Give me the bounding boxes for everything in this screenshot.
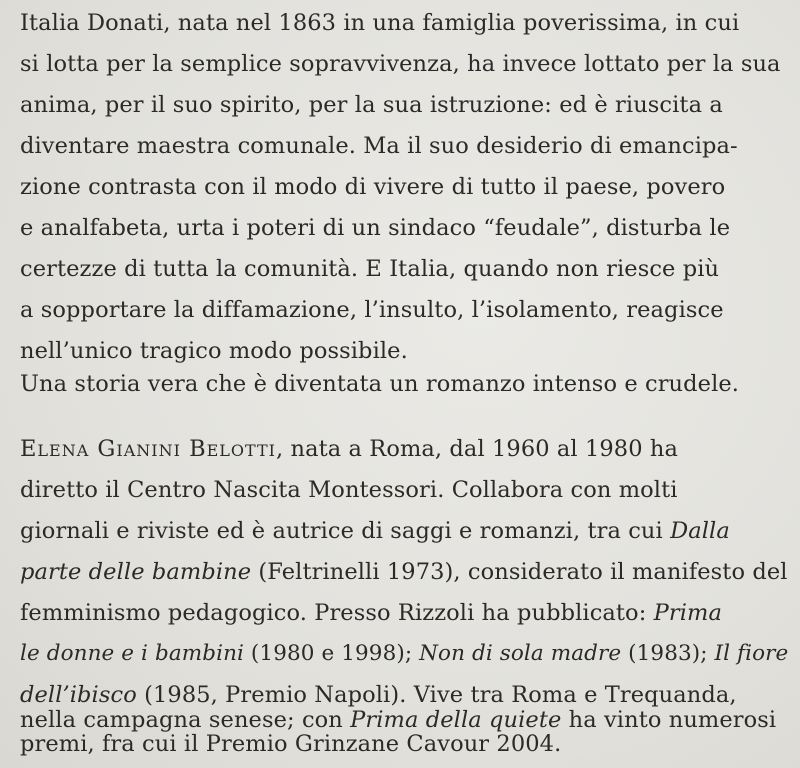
book-title: Non di sola madre [419,641,622,666]
synopsis-line: anima, per il suo spirito, per la sua istruzione: ed è riuscita a [20,92,723,118]
book-title: Prima [653,600,722,626]
bio-line [20,639,788,669]
bio-text: giornali e riviste ed è autrice di saggi e romanzi, tra cui [20,518,663,544]
author-name: Elena Gianini Belotti [20,436,276,462]
synopsis-tagline: Una storia vera che è diventata un romanzo intenso e crudele. [20,371,740,397]
bio-line: diretto il Centro Nascita Montessori. Collabora con molti [20,477,678,503]
synopsis-line: certezze di tutta la comunità. E Italia, quando non riesce più [20,256,720,282]
synopsis-line: diventare maestra comunale. Ma il suo desiderio di emancipa- [20,133,738,159]
synopsis-line: Italia Donati, nata nel 1863 in una famiglia poverissima, in cui [20,10,740,36]
bio-line: premi, fra cui il Premio Grinzane Cavour 2004. [20,731,562,757]
bio-text: ha vinto numerosi [561,707,777,733]
book-title: dell’ibisco [20,682,137,708]
bio-line [20,557,788,587]
synopsis-line: a sopportare la diffamazione, l’insulto, l’isolamento, reagisce [20,297,724,323]
bio-line [20,598,722,628]
book-title: parte delle bambine [20,559,252,585]
bio-line [20,516,730,546]
book-title: Il fiore [714,641,789,666]
book-title: Prima della quiete [350,707,562,733]
book-title: le donne e i bambini [20,641,244,666]
bio-line [20,434,678,464]
bio-text: nella campagna senese; con [20,707,351,733]
bio-text: (1983); [621,641,715,666]
bio-text: (1985, Premio Napoli). Vive tra Roma e Trequanda, [136,682,737,708]
synopsis-line: zione contrasta con il modo di vivere di tutto il paese, povero [20,174,726,200]
bio-text: femminismo pedagogico. Presso Rizzoli ha pubblicato: [20,600,647,626]
bio-text: (Feltrinelli 1973), considerato il manifesto del [251,559,788,585]
bio-text: (1980 e 1998); [244,641,420,666]
synopsis-line: e analfabeta, urta i poteri di un sindaco “feudale”, disturba le [20,215,731,241]
book-title: Dalla [670,518,730,544]
synopsis-line: nell’unico tragico modo possibile. [20,338,408,364]
synopsis-line: si lotta per la semplice sopravvivenza, ha invece lottato per la sua [20,51,781,77]
bio-text: , nata a Roma, dal 1960 al 1980 ha [276,436,678,462]
